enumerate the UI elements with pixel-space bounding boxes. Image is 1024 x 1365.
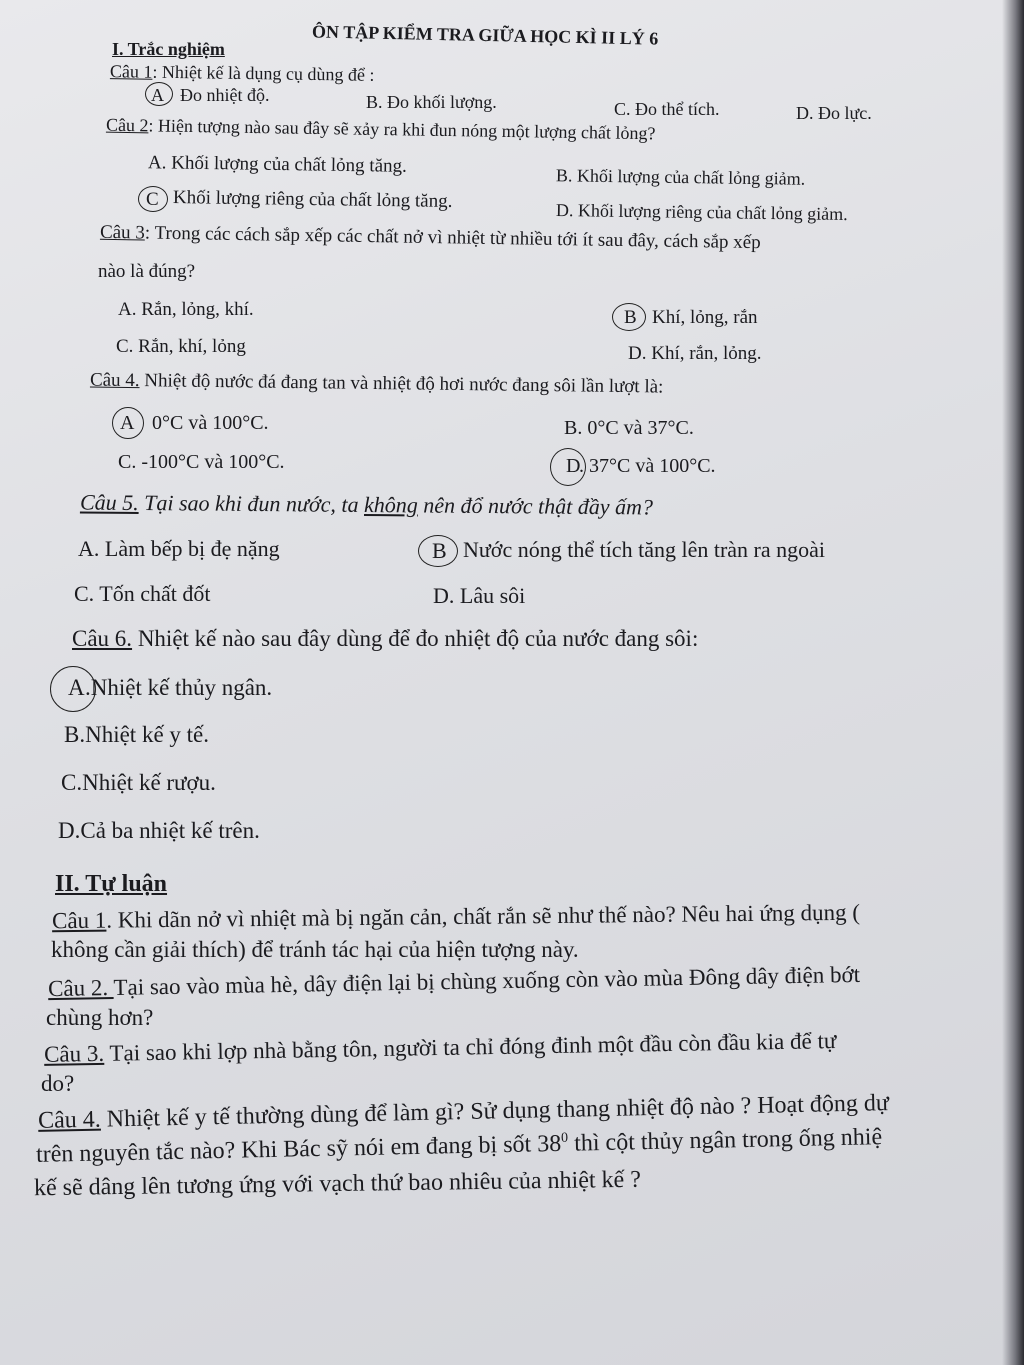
- q5-option-a: A. Làm bếp bị đẹ nặng: [78, 536, 280, 561]
- q4-option-d-letter: D: [566, 455, 581, 477]
- q1-option-d: D. Đo lực.: [796, 103, 872, 123]
- q4-option-d: . 37°C và 100°C.: [579, 455, 716, 477]
- question-4-number: Câu 4.: [89, 369, 140, 392]
- paper-edge-shadow: [1002, 0, 1024, 1365]
- essay-question-4-text-cont-2: kế sẽ dâng lên tương ứng với vạch thứ bao nhiêu của nhiệt kế ?: [33, 1166, 642, 1202]
- essay-question-2-text: Tại sao vào mùa hè, dây điện lại bị chùng xuống còn vào mùa Đông dây điện bớt: [113, 961, 861, 1000]
- q1-option-b: B. Đo khối lượng.: [366, 92, 497, 112]
- question-6-number: Câu 6.: [72, 626, 133, 651]
- essay-question-2: [48, 963, 860, 1000]
- essay-question-4-superscript: 0: [560, 1130, 569, 1146]
- essay-question-4-number: Câu 4.: [37, 1106, 102, 1134]
- essay-question-1-text: . Khi dãn nở vì nhiệt mà bị ngăn cản, chất rắn sẽ như thế nào? Nêu hai ứng dụng (: [106, 899, 861, 933]
- essay-question-3-text: Tại sao khi lợp nhà bằng tôn, người ta chỉ đóng đinh một đầu còn đầu kia để tự: [103, 1028, 837, 1066]
- essay-question-3: [44, 1029, 837, 1066]
- q6-option-a: .Nhiệt kế thủy ngân.: [85, 675, 273, 700]
- essay-question-1-text-cont: không cần giải thích) để tránh tác hại của hiện tượng này.: [51, 937, 579, 962]
- q6-option-c: C.Nhiệt kế rượu.: [61, 770, 216, 795]
- section-heading-multiple-choice: I. Trắc nghiệm: [112, 39, 225, 59]
- question-5-number: Câu 5.: [79, 489, 139, 516]
- question-2-number: Câu 2: [105, 114, 149, 136]
- q4-option-a-letter: A: [120, 412, 135, 434]
- question-2: [106, 116, 656, 143]
- question-5-text-underlined: không: [363, 491, 418, 518]
- question-5-text: Tại sao khi đun nước, ta: [138, 490, 365, 517]
- q3-option-b: Khí, lỏng, rắn: [652, 307, 758, 328]
- question-1: [110, 62, 375, 84]
- essay-question-4-text-b: thì cột thủy ngân trong ống nhiệ: [567, 1124, 883, 1157]
- q2-option-c-letter: C: [146, 189, 159, 210]
- q5-option-b: Nước nóng thể tích tăng lên tràn ra ngoài: [463, 537, 826, 562]
- q6-option-b: B.Nhiệt kế y tế.: [64, 722, 209, 747]
- essay-question-2-text-cont: chùng hơn?: [46, 1005, 154, 1030]
- q5-option-d: D. Lâu sôi: [433, 583, 526, 608]
- q6-option-d: D.Cả ba nhiệt kế trên.: [58, 818, 260, 843]
- q2-option-d: D. Khối lượng riêng của chất lỏng giảm.: [555, 199, 848, 225]
- question-2-text: : Hiện tượng nào sau đây sẽ xảy ra khi đun nóng một lượng chất lỏng?: [148, 115, 656, 144]
- section-heading-essay: II. Tự luận: [55, 871, 168, 897]
- question-4-text: Nhiệt độ nước đá đang tan và nhiệt độ hơi nước đang sôi lần lượt là:: [139, 370, 664, 398]
- q1-option-c: C. Đo thể tích.: [614, 99, 720, 119]
- question-3-text-cont: nào là đúng?: [98, 261, 196, 282]
- question-6-text: Nhiệt kế nào sau đây dùng để đo nhiệt độ của nước đang sôi:: [132, 626, 699, 651]
- essay-question-3-number: Câu 3.: [43, 1040, 105, 1067]
- essay-question-1-number: Câu 1: [51, 907, 107, 934]
- page-title: ÔN TẬP KIỂM TRA GIỮA HỌC KÌ II LÝ 6: [311, 21, 659, 49]
- q2-option-a: A. Khối lượng của chất lỏng tăng.: [147, 152, 407, 177]
- q1-option-a: Đo nhiệt độ.: [180, 85, 270, 105]
- question-4: [90, 370, 664, 396]
- q5-option-c: C. Tốn chất đốt: [74, 581, 211, 606]
- q3-option-a: A. Rắn, lỏng, khí.: [118, 299, 254, 320]
- question-6: [72, 627, 698, 650]
- q5-option-b-letter: B: [432, 538, 447, 563]
- q3-option-d: D. Khí, rắn, lỏng.: [628, 343, 762, 364]
- essay-question-2-number: Câu 2.: [47, 974, 114, 1002]
- q4-option-b: B. 0°C và 37°C.: [564, 417, 694, 439]
- question-3: [100, 223, 761, 252]
- q3-option-c: C. Rắn, khí, lỏng: [116, 336, 246, 357]
- question-5-text-end: nên đổ nước thật đầy ấm?: [417, 492, 654, 520]
- question-5: [79, 489, 654, 520]
- essay-question-3-text-cont: do?: [41, 1071, 75, 1096]
- essay-question-4-text-cont: [36, 1125, 883, 1167]
- essay-question-4-text-a: trên nguyên tắc nào? Khi Bác sỹ nói em đang bị sốt 38: [35, 1130, 562, 1168]
- q6-option-a-letter: A: [68, 675, 85, 700]
- question-3-number: Câu 3: [99, 221, 146, 244]
- q1-option-a-letter: A: [151, 85, 164, 105]
- q2-option-c: Khối lượng riêng của chất lỏng tăng.: [172, 187, 453, 212]
- question-1-number: Câu 1: [109, 61, 153, 82]
- question-1-text: : Nhiệt kế là dụng cụ dùng để :: [152, 61, 375, 85]
- q4-option-a: 0°C và 100°C.: [152, 412, 269, 434]
- q4-option-c: C. -100°C và 100°C.: [118, 451, 285, 473]
- essay-question-4-text: Nhiệt kế y tế thường dùng để làm gì? Sử dụng thang nhiệt độ nào ? Hoạt động dự: [100, 1090, 890, 1133]
- essay-question-1: [52, 901, 860, 932]
- q2-option-b: B. Khối lượng của chất lỏng giảm.: [555, 165, 806, 189]
- question-3-text: : Trong các cách sắp xếp các chất nở vì nhiệt từ nhiều tới ít sau đây, cách sắp xếp: [144, 222, 761, 254]
- q3-option-b-letter: B: [624, 307, 637, 328]
